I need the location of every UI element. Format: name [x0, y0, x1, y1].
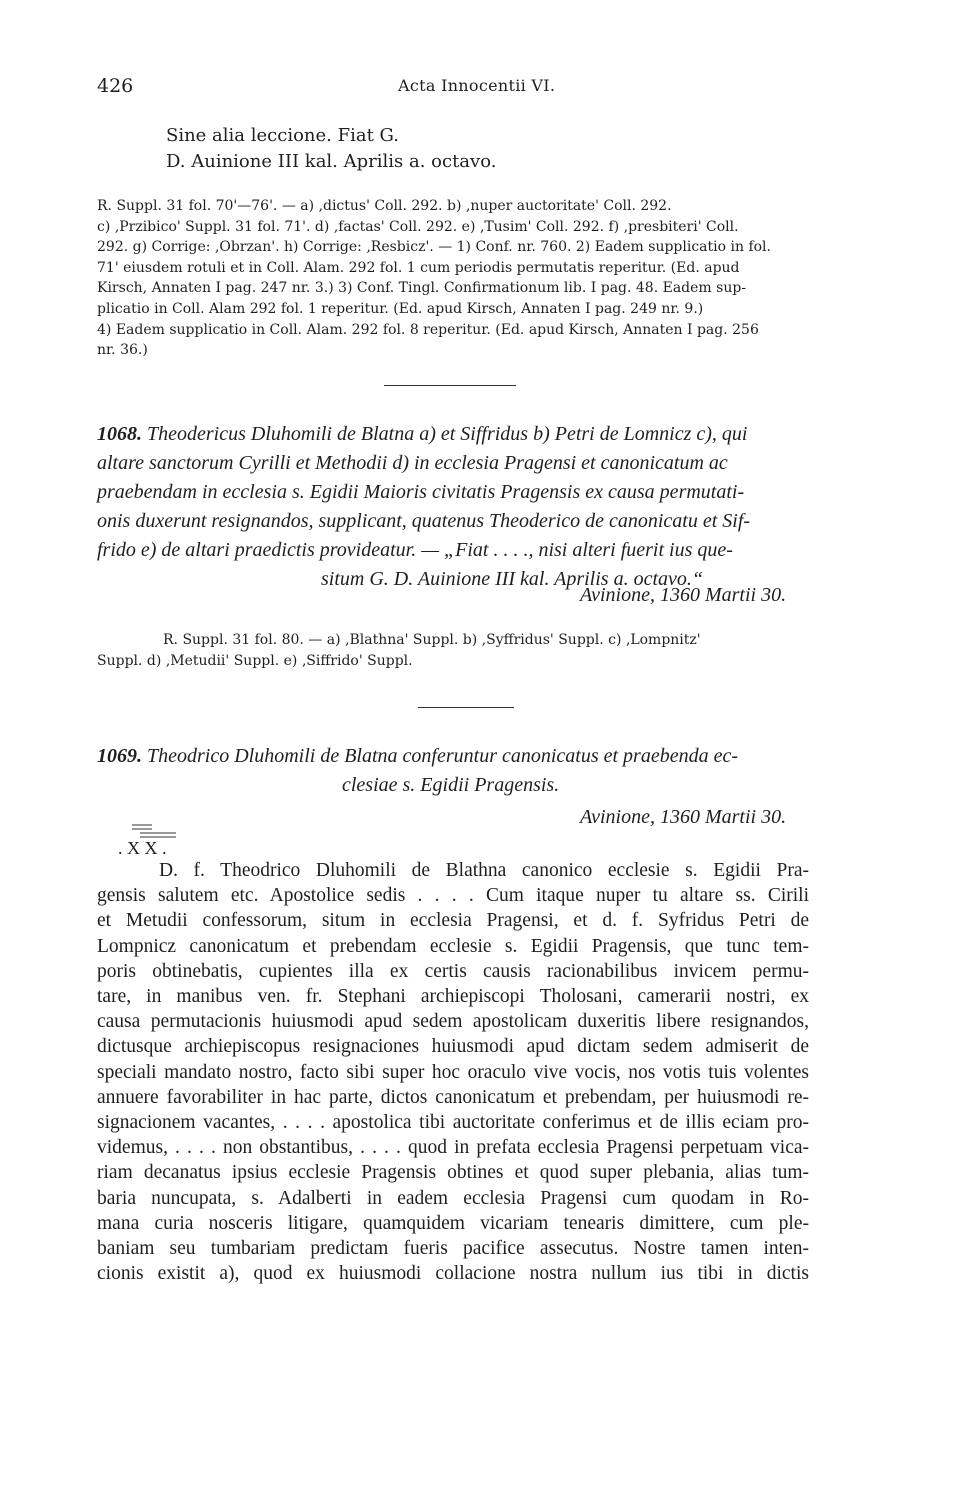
body-line: gensis salutem etc. Apostolice sedis . . . . Cum itaque nuper tu altare ss. Cirili	[97, 885, 809, 907]
entry-number: 1069.	[97, 745, 142, 767]
body-line: mana curia nosceris litigare, quamquidem vicariam tenearis dimittere, cum ple-	[97, 1212, 809, 1234]
body-line: cionis existit a), quod ex huiusmodi collacione nostra nullum ius tibi in dictis	[97, 1263, 809, 1285]
place-date: Avinione, 1360 Martii 30.	[580, 584, 787, 606]
body-line: causa permutacionis huiusmodi apud sedem apostolicam duxeritis libere resignandos,	[97, 1011, 809, 1033]
chancery-mark: . X X .	[118, 822, 192, 859]
entry-number: 1068.	[97, 423, 142, 445]
footnote-line: R. Suppl. 31 fol. 70'—76'. — a) ‚dictus' Coll. 292. b) ‚nuper auctoritate' Coll. 292.	[97, 198, 672, 214]
footnote-line: Suppl. d) ‚Metudii' Suppl. e) ‚Siffrido' Suppl.	[97, 653, 413, 669]
body-line: D. f. Theodrico Dluhomili de Blathna canonico ecclesie s. Egidii Pra-	[159, 860, 809, 881]
body-line: Lompnicz canonicatum et prebendam ecclesie s. Egidii Pragensis, que tunc tem-	[97, 935, 809, 957]
intro-line-1: Sine alia leccione. Fiat G.	[166, 125, 399, 146]
entry-1068-heading: 1068. Theodericus Dluhomili de Blatna a) et Siffridus b) Petri de Lomnicz c), qui altare sanctorum Cyrilli et Methodii d) in ecclesia Pragensi et canonicatum ac praebendam in ecclesia s. Egidii Maioris civitatis Pragensis ex causa permutati- onis duxerunt resignandos, supplicant, quatenus Theoderico de canonicatu et Sif- frido e) de altari praedictis provideatur. — „Fiat . . . ., nisi alteri fuerit ius que- situm G. D. Auinione III kal. Aprilis a. octavo.“	[97, 423, 751, 590]
footnote-line: c) ‚Przibico' Suppl. 31 fol. 71'. d) ‚factas' Coll. 292. e) ‚Tusim' Coll. 292. f) ‚presbiteri' Coll.	[97, 218, 739, 235]
entry-1069-body	[97, 858, 809, 1286]
body-line: poris obtinebatis, cupientes illa ex certis causis racionabilibus invicem permu-	[97, 960, 809, 982]
footnote-line: plicatio in Coll. Alam 292 fol. 1 reperitur. (Ed. apud Kirsch, Annaten I pag. 249 nr. 9.)	[97, 300, 704, 317]
body-line: baria nuncupata, s. Adalberti in eadem ecclesia Pragensi cum quodam in Ro-	[97, 1187, 809, 1209]
intro-line-2: D. Auinione III kal. Aprilis a. octavo.	[166, 151, 497, 172]
body-line: riam decanatus ipsius ecclesie Pragensis obtines et quod super plebania, alias tum-	[97, 1162, 809, 1184]
footnote-line: nr. 36.)	[97, 342, 148, 359]
body-line: dictusque archiepiscopus resignaciones huiusmodi apud dictam sedem admiserit de	[97, 1036, 809, 1058]
running-title: Acta Innocentii VI.	[398, 76, 556, 95]
body-line: tare, in manibus ven. fr. Stephani archiepiscopi Tholosani, camerarii nostri, ex	[97, 986, 809, 1008]
body-line: speciali mandato nostro, facto sibi super hoc oraculo vive vocis, nos votis tuis volentes	[97, 1061, 809, 1083]
footnote-line: R. Suppl. 31 fol. 80. — a) ‚Blathna' Suppl. b) ‚Syffridus' Suppl. c) ‚Lompnitz'	[163, 632, 701, 648]
place-date: Avinione, 1360 Martii 30.	[580, 806, 787, 828]
body-line: et Metudii confessorum, situm in ecclesia Pragensi, et d. f. Syfridus Petri de	[97, 910, 809, 932]
entry-1069-heading: 1069. Theodrico Dluhomili de Blatna conferuntur canonicatus et praebenda ec- clesiae s. Egidii Pragensis.	[97, 745, 739, 796]
section-divider	[384, 385, 516, 386]
body-line: videmus, . . . . non obstantibus, . . . . quod in prefata ecclesia Pragensi perpetuam vica-	[97, 1137, 809, 1159]
footnote-line: 71' eiusdem rotuli et in Coll. Alam. 292 fol. 1 cum periodis permutatis reperitur. (Ed. apud	[97, 259, 740, 276]
section-divider	[418, 707, 514, 708]
footnotes-entry-1068	[97, 630, 809, 672]
page-number: 426	[97, 75, 134, 97]
body-line: annuere favorabiliter in hac parte, dictos canonicatum et prebendam, per huiusmodi re-	[97, 1086, 809, 1108]
footnote-line: 292. g) Corrige: ‚Obrzan'. h) Corrige: ‚Resbicz'. — 1) Conf. nr. 760. 2) Eadem supplicatio in fol.	[97, 239, 771, 256]
footnote-line: 4) Eadem supplicatio in Coll. Alam. 292 fol. 8 reperitur. (Ed. apud Kirsch, Annaten I pag. 256	[97, 321, 759, 338]
footnotes-previous-entry	[97, 196, 809, 361]
footnote-line: Kirsch, Annaten I pag. 247 nr. 3.) 3) Conf. Tingl. Confirmationum lib. I pag. 48. Eadem sup-	[97, 280, 747, 297]
body-line: baniam seu tumbariam predictam fueris pacifice assecutus. Nostre tamen inten-	[97, 1238, 809, 1260]
body-line: signacionem vacantes, . . . . apostolica tibi auctoritate conferimus et de illis eciam pro-	[97, 1112, 809, 1134]
